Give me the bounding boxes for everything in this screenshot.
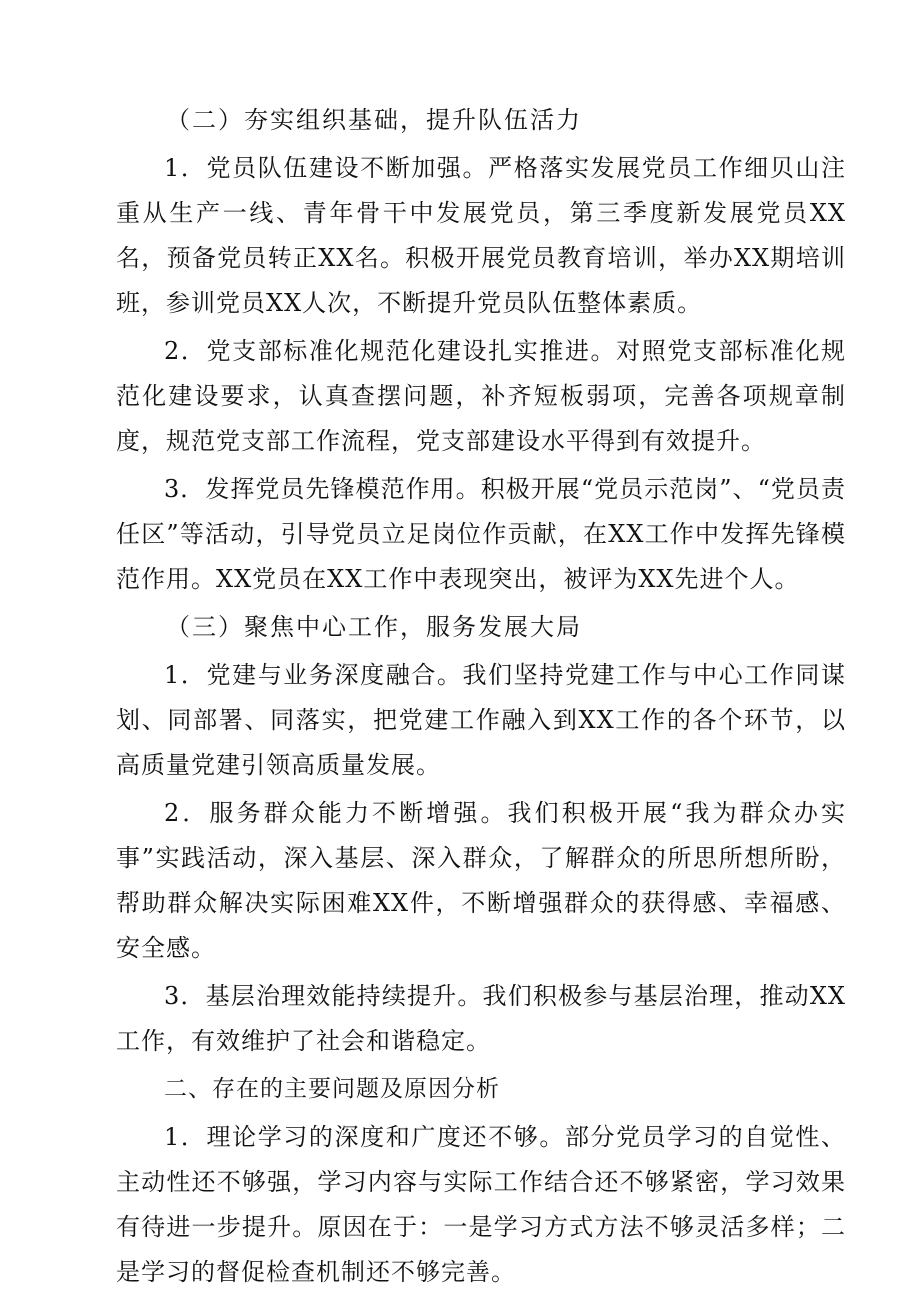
section-heading-problems: 二、存在的主要问题及原因分析 bbox=[164, 1076, 500, 1102]
paragraph-branch-standardization: 2．党支部标准化规范化建设扎实推进。对照党支部标准化规范化建设要求，认真查摆问题，补齐短板弱项，完善各项规章制度，规范党支部工作流程，党支部建设水平得到有效提升。 bbox=[116, 337, 846, 455]
section-subheading-central-work: （三）聚焦中心工作，服务发展大局 bbox=[166, 613, 582, 641]
paragraph-business-integration: 1．党建与业务深度融合。我们坚持党建工作与中心工作同谋划、同部署、同落实，把党建工作融入到XX工作的各个环节，以高质量党建引领高质量发展。 bbox=[116, 661, 846, 779]
paragraph-vanguard-role: 3．发挥党员先锋模范作用。积极开展“党员示范岗”、“党员责任区”等活动，引导党员立足岗位作贡献，在XX工作中发挥先锋模范作用。XX党员在XX工作中表现突出，被评为XX先进个人。 bbox=[116, 475, 846, 593]
paragraph-grassroots-governance: 3．基层治理效能持续提升。我们积极参与基层治理，推动XX工作，有效维护了社会和谐稳定。 bbox=[116, 982, 846, 1055]
paragraph-serving-masses: 2．服务群众能力不断增强。我们积极开展“我为群众办实事”实践活动，深入基层、深入群众，了解群众的所思所想所盼，帮助群众解决实际困难XX件，不断增强群众的获得感、幸福感、安全感。 bbox=[116, 799, 846, 962]
paragraph-party-member-team: 1．党员队伍建设不断加强。严格落实发展党员工作细贝山注重从生产一线、青年骨干中发展党员，第三季度新发展党员XX名，预备党员转正XX名。积极开展党员教育培训，举办XX期培训班，参训党员XX人次，不断提升党员队伍整体素质。 bbox=[116, 154, 846, 317]
paragraph-theory-study: 1．理论学习的深度和广度还不够。部分党员学习的自觉性、主动性还不够强，学习内容与实际工作结合还不够紧密，学习效果有待进一步提升。原因在于：一是学习方式方法不够灵活多样；二是学习的督促检查机制还不够完善。 bbox=[116, 1123, 846, 1286]
document-body bbox=[116, 98, 846, 1298]
section-subheading-organization: （二）夯实组织基础，提升队伍活力 bbox=[166, 106, 582, 134]
